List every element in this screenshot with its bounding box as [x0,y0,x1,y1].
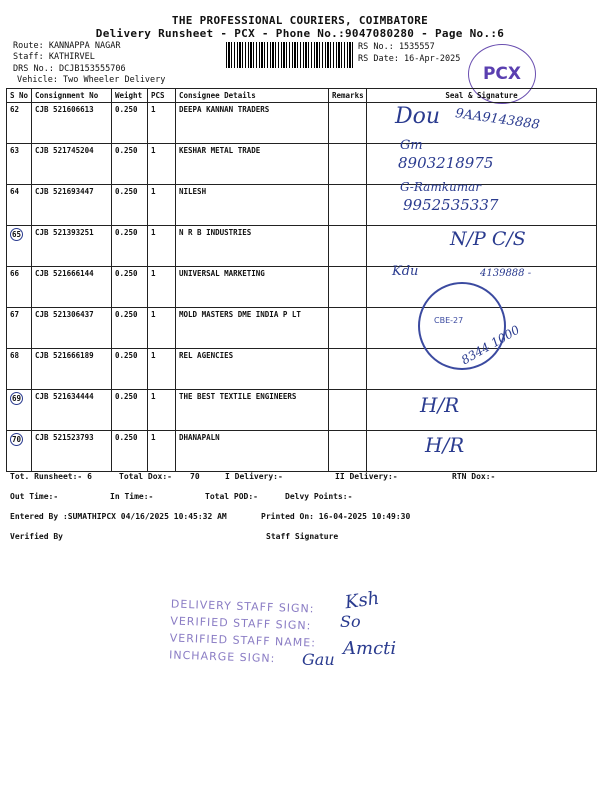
consignee-cell-text: UNIVERSAL MARKETING [179,269,265,278]
delvy-points: Delvy Points:- [285,492,353,501]
weight-cell [112,185,148,226]
staff-signature: Staff Signature [266,532,339,541]
pcs-cell [148,349,176,390]
consignee-cell [176,226,329,267]
ii-delivery: II Delivery:- [335,472,398,481]
weight-cell-text: 0.250 [115,187,138,196]
total-dox-value: 70 [190,472,200,481]
consignment-cell-text: CJB 521306437 [35,310,94,319]
remarks-cell [329,308,367,349]
sno-cell [7,308,32,349]
seal-text: CBE-27 [434,316,464,325]
consignment-cell-text: CJB 521666189 [35,351,94,360]
sno-cell-text: 66 [10,269,20,278]
handwriting-63a: Gm [400,138,423,153]
col-consignee: Consignee Details [176,89,329,103]
seal-cell [367,431,597,472]
pcs-cell-text: 1 [151,187,156,196]
pcs-cell [148,390,176,431]
sno-cell [7,103,32,144]
consignee-cell [176,103,329,144]
consignee-cell-text: DHANAPALN [179,433,220,442]
sno-cell [7,267,32,308]
stamp-line-1: DELIVERY STAFF SIGN: [170,597,315,616]
consignment-cell [32,349,112,390]
consignee-cell [176,390,329,431]
total-pod: Total POD:- [205,492,258,501]
consignee-cell-text: NILESH [179,187,207,196]
pcs-cell [148,144,176,185]
pcs-cell-text: 1 [151,228,156,237]
pcx-stamp: PCX [468,44,536,104]
consignee-cell-text: DEEPA KANNAN TRADERS [179,105,270,114]
weight-cell-text: 0.250 [115,146,138,155]
sno-cell [7,431,32,472]
consignee-cell-text: MOLD MASTERS DME INDIA P LT [179,310,301,319]
weight-cell-text: 0.250 [115,351,138,360]
weight-cell-text: 0.250 [115,228,138,237]
consignment-cell-text: CJB 521693447 [35,187,94,196]
handwriting-62: 9AA9143888 [454,106,541,133]
consignment-cell [32,144,112,185]
pcs-cell-text: 1 [151,105,156,114]
table-row [7,390,597,431]
stamp-signature-1: Ksh [343,587,381,614]
sno-cell-text: 69 [12,394,22,403]
route-label: Route: KANNAPPA NAGAR [13,41,121,51]
consignment-cell-text: CJB 521606613 [35,105,94,114]
sno-cell-text: 63 [10,146,20,155]
table-row [7,431,597,472]
weight-cell-text: 0.250 [115,310,138,319]
sno-cell [7,390,32,431]
pcs-cell-text: 1 [151,146,156,155]
stamp-line-4: INCHARGE SIGN: [168,648,276,666]
verified-by: Verified By [10,532,63,541]
col-pcs: PCS [148,89,176,103]
consignment-cell-text: CJB 521666144 [35,269,94,278]
consignee-cell [176,185,329,226]
out-time: Out Time:- [10,492,59,501]
consignment-cell-text: CJB 521393251 [35,228,94,237]
signature-scribble: Dou [395,104,441,129]
consignment-cell [32,103,112,144]
sno-cell-text: 68 [10,351,20,360]
remarks-cell [329,144,367,185]
consignee-cell-text: THE BEST TEXTILE ENGINEERS [179,392,297,401]
col-seal: Seal & Signature [367,89,597,103]
barcode [226,42,354,68]
seal-cell [367,390,597,431]
col-weight: Weight [112,89,148,103]
stamp-line-3: VERIFIED STAFF NAME: [169,631,317,650]
weight-cell [112,226,148,267]
consignee-cell-text: REL AGENCIES [179,351,234,360]
handwriting-64a: G-Ramkumar [400,180,481,194]
weight-cell [112,103,148,144]
stamp-signature-4: Gau [302,650,335,669]
pcs-cell [148,103,176,144]
in-time: In Time:- [110,492,154,501]
pcs-cell-text: 1 [151,351,156,360]
rtn-dox: RTN Dox:- [452,472,496,481]
remarks-cell [329,185,367,226]
weight-cell-text: 0.250 [115,433,138,442]
signature-66: Kdu [392,264,419,279]
consignment-cell-text: CJB 521523793 [35,433,94,442]
pcs-cell [148,267,176,308]
handwriting-66: 4139888 - [480,268,532,279]
sno-cell-text: 62 [10,105,20,114]
col-remarks: Remarks [329,89,367,103]
table-row [7,185,597,226]
handwriting-69: H/R [420,393,460,417]
weight-cell-text: 0.250 [115,105,138,114]
pcs-cell [148,431,176,472]
consignment-cell [32,431,112,472]
remarks-cell [329,267,367,308]
sno-cell [7,144,32,185]
consignment-cell-text: CJB 521634444 [35,392,94,401]
pcs-cell-text: 1 [151,269,156,278]
consignment-cell-text: CJB 521745204 [35,146,94,155]
sno-cell [7,185,32,226]
table-row [7,349,597,390]
sno-cell-text: 65 [12,230,22,239]
consignment-cell [32,390,112,431]
i-delivery: I Delivery:- [225,472,283,481]
entered-by: Entered By :SUMATHIPCX 04/16/2025 10:45:32 AM [10,512,227,521]
sno-cell-text: 64 [10,187,20,196]
consignee-cell [176,308,329,349]
pcs-cell [148,226,176,267]
pcs-cell [148,185,176,226]
weight-cell [112,390,148,431]
consignment-cell [32,226,112,267]
weight-cell [112,144,148,185]
tot-runsheet: Tot. Runsheet:- 6 [10,472,92,481]
stamp-signature-2: So [340,612,361,631]
weight-cell-text: 0.250 [115,269,138,278]
vehicle-label: Vehicle: Two Wheeler Delivery [17,75,166,85]
handwriting-64b: 9952535337 [403,196,499,214]
pcs-cell-text: 1 [151,392,156,401]
handwriting-70: H/R [425,433,465,457]
pcs-cell-text: 1 [151,310,156,319]
pcs-cell [148,308,176,349]
handwriting-63b: 8903218975 [398,154,494,172]
consignment-cell [32,308,112,349]
weight-cell-text: 0.250 [115,392,138,401]
consignee-cell-text: KESHAR METAL TRADE [179,146,261,155]
staff-label: Staff: KATHIRVEL [13,52,95,62]
company-title: THE PROFESSIONAL COURIERS, COIMBATORE [171,14,429,27]
weight-cell [112,267,148,308]
consignee-cell [176,431,329,472]
runsheet-table [6,88,597,472]
sno-cell-text: 67 [10,310,20,319]
col-consignment: Consignment No [32,89,112,103]
consignment-cell [32,185,112,226]
rs-date: RS Date: 16-Apr-2025 [358,54,461,64]
remarks-cell [329,349,367,390]
weight-cell [112,431,148,472]
consignee-cell [176,267,329,308]
weight-cell [112,308,148,349]
stamp-line-2: VERIFIED STAFF SIGN: [170,614,312,633]
sno-cell [7,349,32,390]
runsheet-subtitle: Delivery Runsheet - PCX - Phone No.:9047080280 - Page No.:6 [95,27,505,40]
consignee-cell [176,144,329,185]
consignee-cell [176,349,329,390]
remarks-cell [329,431,367,472]
total-dox-label: Total Dox:- [119,472,172,481]
remarks-cell [329,103,367,144]
stamp-signature-3: Amcti [343,638,397,659]
weight-cell [112,349,148,390]
signature-68: 8344 1000 [458,322,523,368]
remarks-cell [329,226,367,267]
verification-stamp [169,595,318,668]
rs-number: RS No.: 1535557 [358,42,435,52]
remarks-cell [329,390,367,431]
handwriting-65: N/P C/S [450,228,526,250]
pcs-cell-text: 1 [151,433,156,442]
printed-on: Printed On: 16-04-2025 10:49:30 [261,512,411,521]
table-row [7,144,597,185]
table-header-row [7,89,597,103]
consignee-cell-text: N R B INDUSTRIES [179,228,252,237]
consignment-cell [32,267,112,308]
col-sno: S No [7,89,32,103]
drs-label: DRS No.: DCJB153555706 [13,64,126,74]
sno-cell-text: 70 [12,435,22,444]
sno-cell [7,226,32,267]
